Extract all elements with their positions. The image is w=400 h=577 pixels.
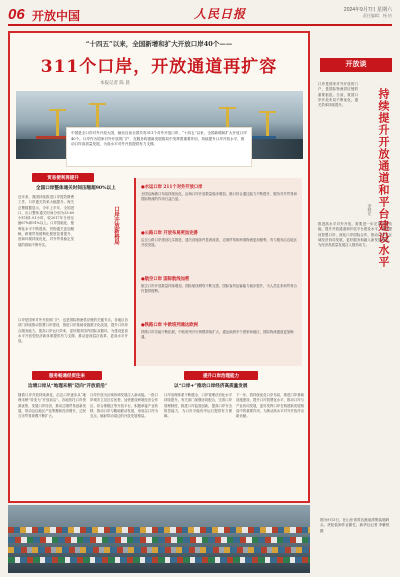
commentary-body: 推进高水平对外开放，需要进一步完善口岸功能，提升开放通道和开放平台建设水平，加快建设智慧口岸，深化口岸国际合作，推动口岸与区域经济协同发展，更好服务和融入新发展格局，为经济高质量发展注入强劲动力。 xyxy=(318,222,392,248)
commentary-author: 李晓宏 xyxy=(368,204,373,216)
vertical-title: 口岸开放新格局 xyxy=(113,206,119,245)
container-row xyxy=(8,527,310,533)
info-item-title: ●铁路口岸 中欧班列通达欧洲 xyxy=(141,323,198,328)
container-row xyxy=(8,547,310,553)
body-column: 随着口岸开放持续深化，沿边口岸逐步从“地理末梢”转变为“开放前沿”。各地依托口岸资源优势，发展口岸经济，推动边境贸易创新发展，带动沿边地区产业集聚和经济增长，边民互市贸易规模不断扩大。 xyxy=(18,393,86,419)
section-head-governance: 提升口岸治理能力 xyxy=(184,371,258,380)
feature-article xyxy=(8,31,310,503)
info-item-body: 全国沿海港口布局持续优化，沿海口岸开放数量稳步增加，港口综合通过能力不断提升，服务对外贸易和国际物流的作用日益凸显。 xyxy=(141,192,297,201)
section-subtitle-trade: 全国口岸整体通关时间压缩超90%以上 xyxy=(36,186,116,191)
lead-paragraph: 中国是全口岸对外开放大国，截至目前全国共有311个对外开放口岸，“十四五”以来，全国新增和扩大开放口岸40个。口岸作为国家对外开放的门户，在服务构建新发展格局中发挥着重要作用，持续提升口岸开放水平，推动口岸高质量发展，为高水平对外开放提供有力支撑。 xyxy=(66,127,252,167)
page-header xyxy=(8,4,392,26)
article-byline: 本报记者 陈 晨 xyxy=(100,81,130,86)
info-item xyxy=(141,322,299,354)
info-item-title: ●公路口岸 开放布局更加完善 xyxy=(141,231,198,236)
issue-date: 2024年9月7日 星期六 xyxy=(343,7,392,13)
port-info-panel xyxy=(134,178,302,366)
crane-shape xyxy=(266,111,269,139)
section-head-trade: 贸易便利再提升 xyxy=(32,173,94,182)
commentary-body: 口岸是国家对外开放的门户，是国际物流供应链的重要枢纽。当前，我国口岸开放布局不断优化，通关效率持续提升。 xyxy=(318,82,358,108)
crane-shape xyxy=(56,109,59,139)
article-headline: 311个口岸，开放通道再扩容 xyxy=(40,57,278,77)
section-head-trade-exchange: 服务畅通经贸往来 xyxy=(32,371,102,380)
commentary-title: 持续提升开放通道和平台建设水平 xyxy=(377,88,390,268)
info-item-title: ●航空口岸 国际航线加密 xyxy=(141,277,190,282)
body-column: 口岸开放为区域协调发展注入新动能。一批口岸城市立足区位优势，加快建设跨境经济合作区、综合保税区等开放平台，积极承接产业转移，推动口岸与腹地联动发展，形成以口岸为支点、辐射带动周边的开放发展格局。 xyxy=(90,393,158,419)
body-column: 近年来，我国持续推进口岸提效降费工作，口岸通关效率大幅提升。海关总署数据显示，今年上半年，全国进口、出口整体通关时间分别为33.69小时和1.01小时，较2017年分别压缩67%和91%以上。口岸智能化、便利化水平不断提高，货物通关更加顺畅，跨境贸易便利化程度显著提升，营商环境持续优化，对外贸易稳定发展的基础不断夯实。 xyxy=(18,195,74,247)
page-number: 06 xyxy=(8,6,25,23)
section-subtitle-governance: 以“口岸+”推动口岸经济高质量发展 xyxy=(174,384,248,389)
body-column: 口岸是国家对外开放的门户，也是国际物流供应链的关键节点。各地区各部门持续推动智慧口岸建设，推进口岸基础设施数字化改造，提升口岸综合服务能力，提高口岸运行效率，更好服务国内国际双循环，为建设更高水平开放型经济新体制提供有力支撑，推动更深层次改革、更高水平开放。 xyxy=(18,318,128,344)
info-item-body: 航空口岸开放数量持续增加，国际航线网络不断完善，国际客货运输能力稳步提升，为人员往来和贸易合作提供便利。 xyxy=(141,284,297,293)
body-column: 下一步，将持续优化口岸布局，推进口岸基础设施建设，提升口岸智慧化水平，推动口岸与产业协同发展，更好发挥口岸在构建新发展格局中的重要作用，为推动高水平对外开放作出新贡献。 xyxy=(236,393,304,419)
newspaper-logo: 人民日报 xyxy=(194,7,247,21)
info-item xyxy=(141,276,299,308)
container-row xyxy=(8,537,310,543)
article-kicker: “十四五”以来，全国新增和扩大开放口岸40个—— xyxy=(85,40,233,48)
info-item-body: 沿边公路口岸建设扎实推进，通关设施条件显著改善，边境贸易和跨境物流更加便利，有力服务沿边地区开放发展。 xyxy=(141,238,297,247)
body-column: 口岸治理体系不断健全，口岸管理法治化水平持续提升。有关部门加强协同配合，完善口岸管理制度，推进口岸监管创新，提高口岸安全防控能力，为口岸平稳有序运行提供有力保障。 xyxy=(164,393,232,419)
container-row xyxy=(8,557,310,563)
info-item xyxy=(141,230,299,262)
section-subtitle-border: 边境口岸从“地理末梢”迈向“开放前沿” xyxy=(28,384,108,389)
editor-line: 责任编辑：杨 怡 xyxy=(362,13,392,18)
commentary-tag: 开放谈 xyxy=(320,58,392,72)
photo-caption: 图为9月3日，在山东省青岛港前湾集装箱码头，货轮装卸作业繁忙。新华社记者 李紫恒摄 xyxy=(320,518,390,533)
info-item-body: 铁路口岸功能不断拓展，中欧班列开行规模持续扩大，通达欧洲多个国家和地区，国际物流通道更加畅通。 xyxy=(141,330,294,339)
info-item-title: ●水运口岸 211个对外开放口岸 xyxy=(141,185,203,190)
port-container-photo xyxy=(8,505,310,573)
info-item xyxy=(141,184,299,216)
section-name: 开放中国 xyxy=(32,9,81,23)
